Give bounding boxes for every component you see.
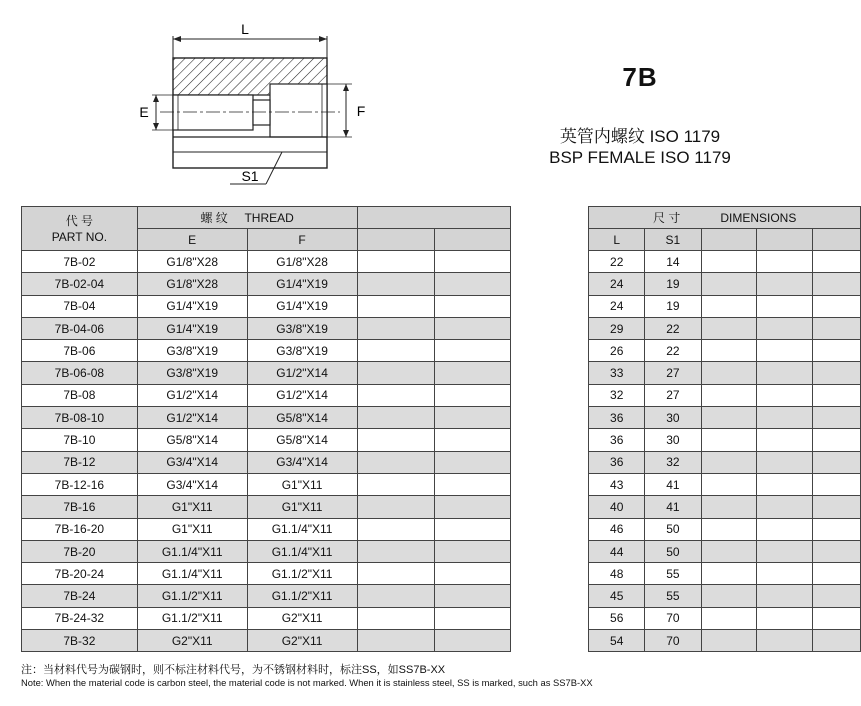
thread-F-cell: G3/4"X14 [247, 451, 357, 473]
thread-header [137, 207, 357, 229]
part-no-cell: 7B-20 [22, 540, 138, 562]
dim-S1-cell: 27 [645, 362, 702, 384]
thread-F-cell: G3/8"X19 [247, 340, 357, 362]
dim-S1-cell: 19 [645, 295, 702, 317]
thread-F-cell: G5/8"X14 [247, 407, 357, 429]
blank-cell [701, 518, 756, 540]
table-row [22, 340, 861, 362]
blank-cell [357, 429, 434, 451]
table-row [22, 429, 861, 451]
thread-F-cell: G1/2"X14 [247, 362, 357, 384]
thread-F-cell: G1/8"X28 [247, 251, 357, 273]
dim-L-cell: 36 [589, 407, 645, 429]
dim-S1-cell: 30 [645, 407, 702, 429]
dim-L-cell: 48 [589, 563, 645, 585]
blank-cell [701, 540, 756, 562]
blank-cell [434, 563, 511, 585]
thread-F-cell: G1/4"X19 [247, 295, 357, 317]
part-no-cell: 7B-04-06 [22, 317, 138, 339]
col-header-L: L [589, 229, 645, 251]
dim-S1-cell: 55 [645, 563, 702, 585]
blank-cell [701, 585, 756, 607]
thread-E-cell: G3/4"X14 [137, 473, 247, 495]
part-no-cell: 7B-12-16 [22, 473, 138, 495]
dim-L-cell: 32 [589, 384, 645, 406]
blank-cell [434, 429, 511, 451]
dim-L-cell: 54 [589, 630, 645, 652]
table-row [22, 407, 861, 429]
thread-F-cell: G1.1/4"X11 [247, 540, 357, 562]
blank-cell [756, 317, 812, 339]
thread-F-cell: G1/4"X19 [247, 273, 357, 295]
table-row [22, 295, 861, 317]
thread-F-cell: G1"X11 [247, 496, 357, 518]
table-row [22, 451, 861, 473]
dim-S1-cell: 50 [645, 540, 702, 562]
column-gap [511, 585, 589, 607]
thread-E-cell: G3/4"X14 [137, 451, 247, 473]
blank-cell [357, 340, 434, 362]
column-gap [511, 607, 589, 629]
table-row [22, 273, 861, 295]
col-header-blank [812, 229, 860, 251]
column-gap [511, 473, 589, 495]
table-row [22, 563, 861, 585]
blank-cell [701, 317, 756, 339]
dim-L-cell: 29 [589, 317, 645, 339]
thread-E-cell: G1/8"X28 [137, 273, 247, 295]
col-header-S1: S1 [645, 229, 702, 251]
blank-cell [357, 540, 434, 562]
table-row [22, 384, 861, 406]
note-english: Note: When the material code is carbon steel, the material code is not marked. When it is stainless steel, SS is marked, such as SS7B-XX [21, 677, 593, 688]
blank-cell [812, 540, 860, 562]
blank-cell [812, 496, 860, 518]
column-gap [511, 496, 589, 518]
blank-cell [756, 384, 812, 406]
thread-F-cell: G1.1/4"X11 [247, 518, 357, 540]
dimensions-header-cn: 尺 寸 [652, 211, 681, 225]
note-chinese: 注：当材料代号为碳钢时，则不标注材料代号，为不锈钢材料时，标注SS，如SS7B-XX [21, 664, 446, 676]
label-E: E [139, 104, 149, 120]
blank-cell [756, 362, 812, 384]
blank-cell [701, 251, 756, 273]
label-S1: S1 [241, 168, 259, 184]
column-gap [511, 384, 589, 406]
col-header-E: E [137, 229, 247, 251]
thread-header-en: THREAD [244, 211, 294, 225]
blank-cell [812, 585, 860, 607]
thread-E-cell: G1/4"X19 [137, 317, 247, 339]
part-no-cell: 7B-06 [22, 340, 138, 362]
part-no-cell: 7B-08-10 [22, 407, 138, 429]
blank-cell [357, 407, 434, 429]
thread-E-cell: G1.1/4"X11 [137, 540, 247, 562]
dimensions-header [589, 207, 861, 229]
part-no-cell: 7B-08 [22, 384, 138, 406]
blank-cell [357, 251, 434, 273]
dim-L-cell: 44 [589, 540, 645, 562]
blank-cell [701, 273, 756, 295]
part-no-cell: 7B-24 [22, 585, 138, 607]
part-no-header-cn: 代 号 [65, 213, 94, 228]
blank-cell [812, 451, 860, 473]
column-gap [511, 429, 589, 451]
thread-F-cell: G2"X11 [247, 630, 357, 652]
blank-cell [434, 496, 511, 518]
blank-cell [434, 473, 511, 495]
blank-cell [701, 362, 756, 384]
thread-F-cell: G1"X11 [247, 473, 357, 495]
blank-cell [434, 407, 511, 429]
thread-F-cell: G2"X11 [247, 607, 357, 629]
blank-cell [357, 496, 434, 518]
thread-F-cell: G3/8"X19 [247, 317, 357, 339]
column-gap [511, 273, 589, 295]
col-header-blank [357, 229, 434, 251]
label-F: F [356, 103, 366, 119]
dim-L-cell: 24 [589, 295, 645, 317]
column-gap [511, 407, 589, 429]
blank-cell [756, 563, 812, 585]
part-no-cell: 7B-10 [22, 429, 138, 451]
part-no-header-en: PART NO. [51, 229, 108, 244]
blank-cell [812, 518, 860, 540]
col-header-F: F [247, 229, 357, 251]
blank-cell [701, 473, 756, 495]
blank-cell [357, 473, 434, 495]
thread-E-cell: G3/8"X19 [137, 340, 247, 362]
blank-cell [434, 340, 511, 362]
thread-E-cell: G5/8"X14 [137, 429, 247, 451]
blank-cell [701, 407, 756, 429]
thread-E-cell: G3/8"X19 [137, 362, 247, 384]
thread-E-cell: G1/2"X14 [137, 384, 247, 406]
title-english: BSP FEMALE ISO 1179 [549, 148, 731, 167]
blank-cell [357, 518, 434, 540]
blank-cell [434, 540, 511, 562]
table-row [22, 317, 861, 339]
blank-cell [357, 451, 434, 473]
blank-cell [812, 340, 860, 362]
blank-cell [434, 251, 511, 273]
col-header-blank [434, 229, 511, 251]
blank-cell [701, 607, 756, 629]
column-gap [511, 563, 589, 585]
thread-F-cell: G1.1/2"X11 [247, 585, 357, 607]
dim-S1-cell: 19 [645, 273, 702, 295]
blank-cell [434, 518, 511, 540]
blank-cell [812, 295, 860, 317]
blank-cell [756, 429, 812, 451]
dim-S1-cell: 14 [645, 251, 702, 273]
blank-cell [357, 317, 434, 339]
blank-cell [812, 273, 860, 295]
column-gap [511, 251, 589, 273]
column-gap [511, 540, 589, 562]
part-no-cell: 7B-24-32 [22, 607, 138, 629]
spec-table [21, 206, 861, 652]
blank-cell [812, 473, 860, 495]
dim-S1-cell: 70 [645, 630, 702, 652]
dimensions-header-en: DIMENSIONS [720, 211, 797, 225]
blank-cell [756, 473, 812, 495]
column-gap [511, 518, 589, 540]
blank-cell [434, 295, 511, 317]
column-gap [511, 362, 589, 384]
blank-cell [357, 362, 434, 384]
thread-E-cell: G1.1/4"X11 [137, 563, 247, 585]
thread-E-cell: G1"X11 [137, 518, 247, 540]
part-no-cell: 7B-06-08 [22, 362, 138, 384]
blank-cell [701, 496, 756, 518]
blank-cell [812, 630, 860, 652]
dim-L-cell: 40 [589, 496, 645, 518]
thread-E-cell: G1/2"X14 [137, 407, 247, 429]
part-no-cell: 7B-32 [22, 630, 138, 652]
blank-cell [701, 340, 756, 362]
table-row [22, 518, 861, 540]
blank-cell [812, 251, 860, 273]
dim-S1-cell: 41 [645, 496, 702, 518]
column-gap [511, 207, 589, 229]
dim-L-cell: 26 [589, 340, 645, 362]
model-code: 7B [622, 62, 658, 92]
table-row [22, 630, 861, 652]
table-row [22, 473, 861, 495]
thread-E-cell: G1.1/2"X11 [137, 585, 247, 607]
dim-L-cell: 22 [589, 251, 645, 273]
blank-cell [701, 295, 756, 317]
blank-cell [756, 340, 812, 362]
blank-cell [701, 563, 756, 585]
blank-cell [756, 540, 812, 562]
blank-cell [357, 384, 434, 406]
table-row [22, 585, 861, 607]
table-row [22, 540, 861, 562]
blank-cell [434, 317, 511, 339]
dim-S1-cell: 22 [645, 317, 702, 339]
blank-cell [357, 563, 434, 585]
blank-cell [812, 362, 860, 384]
blank-cell [434, 630, 511, 652]
blank-cell [812, 384, 860, 406]
blank-cell [701, 429, 756, 451]
blank-cell [434, 451, 511, 473]
blank-cell [434, 607, 511, 629]
blank-cell [434, 384, 511, 406]
thread-E-cell: G1/4"X19 [137, 295, 247, 317]
blank-cell [812, 317, 860, 339]
blank-cell [701, 384, 756, 406]
column-gap [511, 630, 589, 652]
part-no-cell: 7B-16 [22, 496, 138, 518]
part-no-cell: 7B-02-04 [22, 273, 138, 295]
label-L: L [241, 21, 249, 37]
dim-L-cell: 24 [589, 273, 645, 295]
dim-S1-cell: 41 [645, 473, 702, 495]
dim-S1-cell: 55 [645, 585, 702, 607]
dim-L-cell: 33 [589, 362, 645, 384]
blank-cell [357, 630, 434, 652]
dim-L-cell: 45 [589, 585, 645, 607]
part-no-header [22, 207, 138, 251]
blank-cell [756, 407, 812, 429]
part-no-cell: 7B-16-20 [22, 518, 138, 540]
dim-S1-cell: 22 [645, 340, 702, 362]
thread-E-cell: G1/8"X28 [137, 251, 247, 273]
dim-S1-cell: 30 [645, 429, 702, 451]
dim-S1-cell: 70 [645, 607, 702, 629]
thread-header-cn: 螺 纹 [200, 211, 228, 225]
fitting-drawing [130, 14, 380, 194]
table-row [22, 607, 861, 629]
blank-cell [812, 429, 860, 451]
dim-L-cell: 43 [589, 473, 645, 495]
thread-E-cell: G2"X11 [137, 630, 247, 652]
blank-cell [434, 273, 511, 295]
blank-cell [756, 251, 812, 273]
thread-F-cell: G1/2"X14 [247, 384, 357, 406]
blank-cell [357, 607, 434, 629]
blank-cell [756, 630, 812, 652]
dim-S1-cell: 50 [645, 518, 702, 540]
col-header-blank [701, 229, 756, 251]
blank-cell [756, 607, 812, 629]
title-chinese: 英管内螺纹 ISO 1179 [559, 127, 721, 146]
thread-F-cell: G1.1/2"X11 [247, 563, 357, 585]
blank-cell [357, 295, 434, 317]
blank-cell [756, 295, 812, 317]
table-row [22, 362, 861, 384]
blank-cell [756, 273, 812, 295]
dim-L-cell: 36 [589, 451, 645, 473]
blank-cell [756, 585, 812, 607]
blank-cell [812, 607, 860, 629]
dim-S1-cell: 32 [645, 451, 702, 473]
part-no-cell: 7B-20-24 [22, 563, 138, 585]
blank-cell [756, 496, 812, 518]
thread-E-cell: G1.1/2"X11 [137, 607, 247, 629]
dim-S1-cell: 27 [645, 384, 702, 406]
blank-cell [812, 563, 860, 585]
blank-cell [701, 630, 756, 652]
column-gap [511, 340, 589, 362]
part-no-cell: 7B-12 [22, 451, 138, 473]
part-no-cell: 7B-04 [22, 295, 138, 317]
dim-L-cell: 36 [589, 429, 645, 451]
blank-cell [434, 585, 511, 607]
column-gap [511, 451, 589, 473]
column-gap [511, 229, 589, 251]
column-gap [511, 317, 589, 339]
blank-cell [357, 273, 434, 295]
blank-cell [357, 585, 434, 607]
blank-cell [701, 451, 756, 473]
column-gap [511, 295, 589, 317]
blank-cell [756, 518, 812, 540]
dim-L-cell: 56 [589, 607, 645, 629]
blank-cell [434, 362, 511, 384]
part-no-cell: 7B-02 [22, 251, 138, 273]
thread-F-cell: G5/8"X14 [247, 429, 357, 451]
blank-cell [756, 451, 812, 473]
thread-E-cell: G1"X11 [137, 496, 247, 518]
table-row [22, 251, 861, 273]
dim-L-cell: 46 [589, 518, 645, 540]
thread-header-blank [357, 207, 511, 229]
blank-cell [812, 407, 860, 429]
table-row [22, 496, 861, 518]
col-header-blank [756, 229, 812, 251]
